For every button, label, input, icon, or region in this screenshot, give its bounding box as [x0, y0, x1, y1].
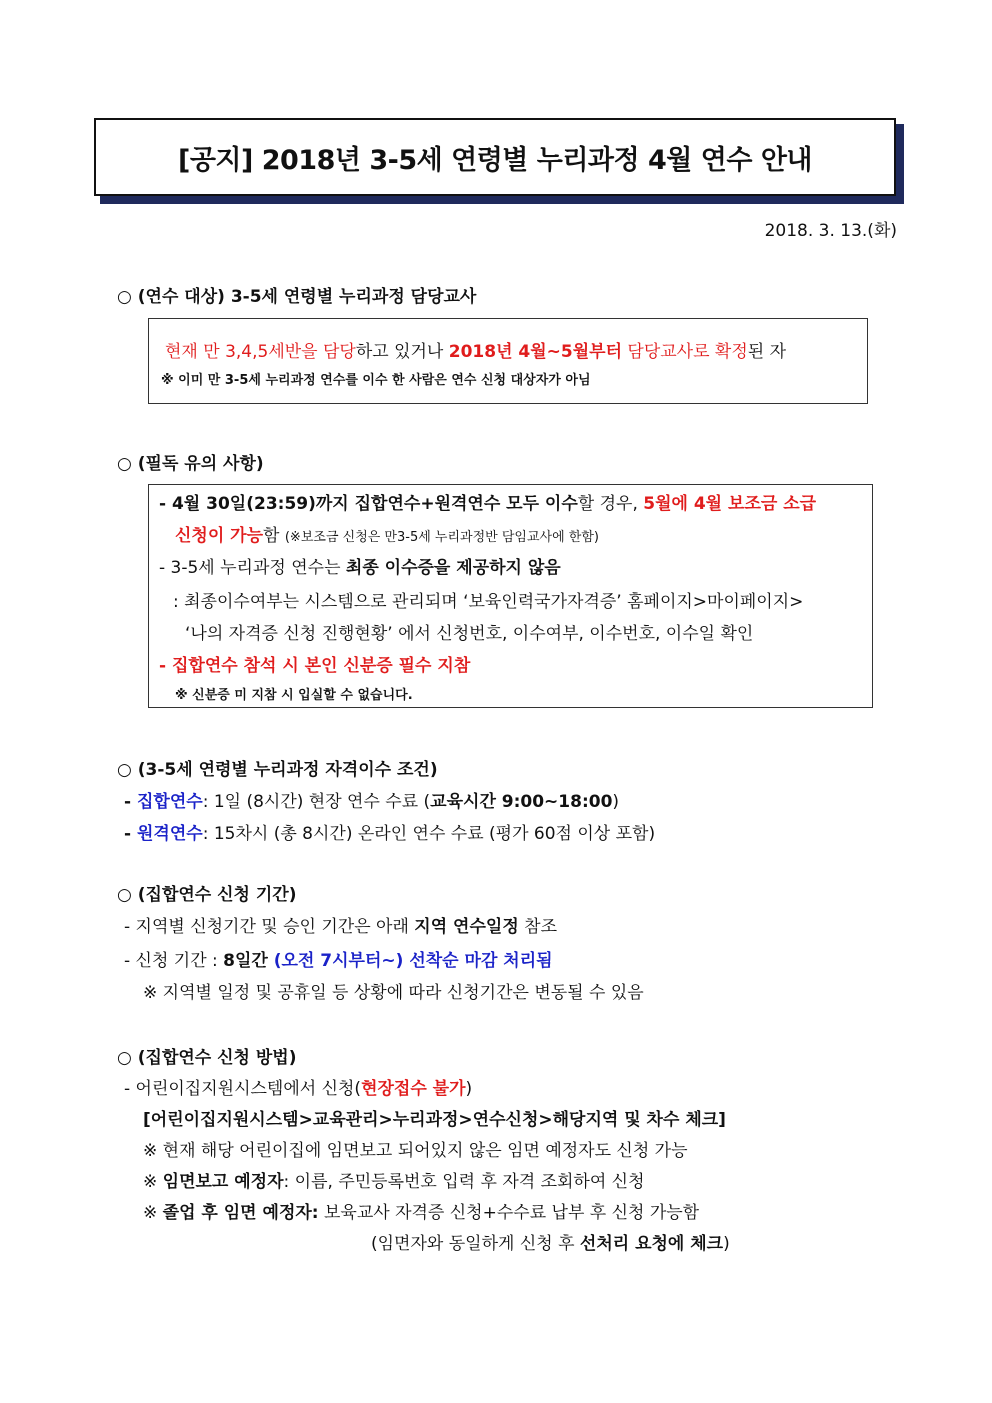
section-period-heading: ○ (집합연수 신청 기간) — [117, 885, 297, 905]
method-line5 — [143, 1198, 699, 1223]
method-paren-end: ) — [465, 1079, 473, 1099]
section-method-heading: ○ (집합연수 신청 방법) — [117, 1048, 297, 1068]
target-confirm-text: 담당교사로 확정 — [622, 342, 748, 362]
target-box — [148, 318, 868, 404]
method-same-text: (임면자와 동일하게 신청 후 — [371, 1234, 580, 1254]
period-schedule-text: 지역 연수일정 — [414, 917, 519, 937]
caution-subsidy-note: (※보조금 신청은 만3-5세 누리과정반 담임교사에 한함) — [284, 530, 599, 545]
method-mark: ※ — [143, 1172, 163, 1192]
method-pending-label: 임면보고 예정자 — [162, 1172, 284, 1192]
method-mark: ※ — [143, 1203, 163, 1223]
caution-suffix-text: 함 — [263, 526, 285, 546]
method-graduate-label: 졸업 후 임면 예정자: — [162, 1203, 319, 1223]
target-connector-text: 하고 있거나 — [355, 342, 449, 362]
condition-offline-end: ) — [612, 792, 620, 812]
method-line1 — [124, 1074, 472, 1099]
condition-offline-text: : 1일 (8시간) 현장 연수 수료 ( — [202, 792, 431, 812]
period-line3: ※ 지역별 일정 및 공휴일 등 상황에 따라 신청기간은 변동될 수 있음 — [143, 983, 644, 1003]
period-region-text: - 지역별 신청기간 및 승인 기간은 아래 — [124, 917, 415, 937]
target-period-text: 2018년 4월~5월부터 — [448, 342, 623, 362]
method-line6 — [371, 1229, 730, 1254]
target-class-text: 현재 만 3,4,5세반을 담당 — [165, 342, 356, 362]
condition-line2 — [124, 819, 655, 844]
caution-deadline-text: - 4월 30일(23:59)까지 집합연수+원격연수 모두 이수 — [159, 494, 578, 514]
condition-dash: - — [124, 792, 137, 812]
caution-no-certificate-text: 최종 이수증을 제공하지 않음 — [345, 558, 561, 578]
target-box-note: ※ 이미 만 3-5세 누리과정 연수를 이수 한 사람은 연수 신청 대상자가 아님 — [161, 373, 591, 388]
period-days-text: 8일간 — [223, 951, 268, 971]
condition-dash: - — [124, 824, 137, 844]
method-line2-path: [어린이집지원시스템>교육관리>누리과정>연수신청>해당지역 및 차수 체크] — [143, 1110, 726, 1130]
method-paren-end: ) — [723, 1234, 730, 1254]
caution-line6: - 집합연수 참석 시 본인 신분증 필수 지참 — [159, 656, 471, 676]
method-line4 — [143, 1167, 645, 1192]
caution-line7: ※ 신분증 미 지참 시 입실할 수 없습니다. — [175, 688, 413, 703]
caution-connector-text: 할 경우, — [577, 494, 644, 514]
period-reference-text: 참조 — [518, 917, 557, 937]
method-preprocess-text: 선처리 요청에 체크 — [579, 1234, 724, 1254]
period-firstcome-text: (오전 7시부터~) 선착순 마감 처리됨 — [267, 951, 553, 971]
target-end-text: 된 자 — [747, 342, 787, 362]
section-condition-heading: ○ (3-5세 연령별 누리과정 자격이수 조건) — [117, 760, 438, 780]
page-title: [공지] 2018년 3-5세 연령별 누리과정 4월 연수 안내 — [94, 118, 896, 196]
method-system-text: - 어린이집지원시스템에서 신청( — [124, 1079, 362, 1099]
caution-line4: : 최종이수여부는 시스템으로 관리되며 ‘보육인력국가자격증’ 홈페이지>마이페이지> — [173, 592, 804, 612]
period-line1 — [124, 912, 557, 937]
caution-line1 — [159, 489, 816, 514]
caution-box — [148, 484, 873, 708]
method-no-onsite-text: 현장접수 불가 — [361, 1079, 466, 1099]
target-box-line1 — [165, 337, 786, 362]
condition-line1 — [124, 787, 619, 812]
section-caution-heading: ○ (필독 유의 사항) — [117, 454, 264, 474]
caution-certificate-text: - 3-5세 누리과정 연수는 — [159, 558, 346, 578]
caution-possible-text: 신청이 가능 — [175, 526, 264, 546]
caution-line5: ‘나의 자격증 신청 진행현황’ 에서 신청번호, 이수여부, 이수번호, 이수일 확인 — [185, 624, 754, 644]
condition-offline-hours: 교육시간 9:00~18:00 — [430, 792, 613, 812]
condition-online-text: : 15차시 (총 8시간) 온라인 연수 수료 (평가 60점 이상 포함) — [202, 824, 656, 844]
method-graduate-text: 보육교사 자격증 신청+수수료 납부 후 신청 가능함 — [318, 1203, 700, 1223]
condition-online-label: 원격연수 — [136, 824, 203, 844]
condition-offline-label: 집합연수 — [136, 792, 203, 812]
notice-date: 2018. 3. 13.(화) — [764, 221, 897, 241]
caution-line2 — [175, 521, 599, 546]
caution-line3 — [159, 553, 561, 578]
section-target-heading: ○ (연수 대상) 3-5세 연령별 누리과정 담당교사 — [117, 287, 477, 307]
period-line2 — [124, 946, 553, 971]
method-line3: ※ 현재 해당 어린이집에 임면보고 되어있지 않은 임면 예정자도 신청 가능 — [143, 1141, 688, 1161]
period-label-text: - 신청 기간 : — [124, 951, 224, 971]
method-pending-text: : 이름, 주민등록번호 입력 후 자격 조회하여 신청 — [283, 1172, 645, 1192]
caution-subsidy-text: 5월에 4월 보조금 소급 — [643, 494, 817, 514]
